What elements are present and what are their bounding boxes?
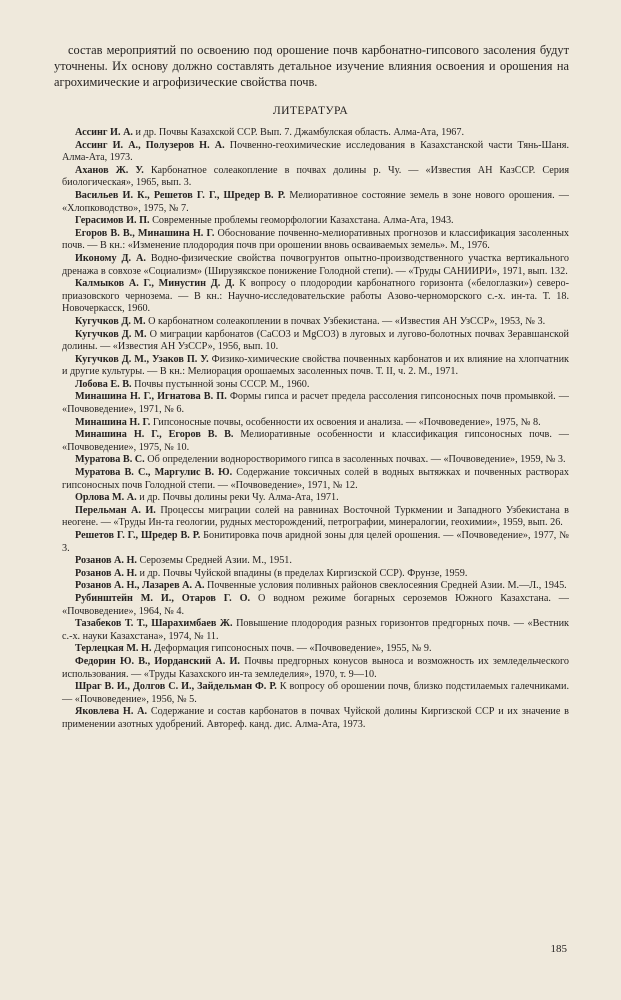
reference-entry [62, 165, 569, 190]
reference-entry [62, 580, 569, 593]
reference-author: Розанов А. Н. [75, 567, 137, 579]
reference-entry [62, 329, 569, 354]
reference-entry [62, 278, 569, 316]
reference-text: Почвенно-геохимические исследования в Казахстанской части Тянь-Шаня. Алма-Ата, 1973. [62, 139, 569, 164]
reference-entry [62, 391, 569, 416]
reference-entry [62, 681, 569, 706]
reference-author: Герасимов И. П. [75, 215, 150, 227]
reference-author: Васильев И. К., Решетов Г. Г., Шредер В. Р. [75, 189, 286, 201]
reference-author: Муратова В. С., Маргулис В. Ю. [75, 467, 233, 479]
reference-author: Шраг В. И., Долгов С. И., Зайдельман Ф. Р. [75, 681, 277, 693]
reference-author: Аханов Ж. У. [75, 164, 144, 176]
reference-text: Обоснование почвенно-мелиоративных прогнозов и классификация засоленных почв. — В кн.: «Изменение плодородия почв при орошении вновь осваиваемых земель». М., 1976. [62, 227, 570, 252]
reference-text: и др. Почвы Казахской ССР. Вып. 7. Джамбулская область. Алма-Ата, 1967. [132, 127, 465, 138]
reference-entry [62, 429, 569, 454]
reference-text: Процессы миграции солей на равнинах Восточной Туркмении и Западного Узбекистана в неогене. — «Труды Ин-та геологии, рудных месторождений, петрографии, минералогии, геохимии», 1959, вып. 26. [62, 504, 569, 529]
reference-author: Кугучков Д. М. [75, 328, 147, 340]
reference-author: Тазабеков Т. Т., Шарахимбаев Ж. [75, 618, 233, 630]
reference-entry [62, 417, 569, 430]
reference-entry [62, 140, 569, 165]
reference-entry [62, 618, 569, 643]
reference-entry [62, 530, 569, 555]
reference-author: Орлова М. А. [75, 492, 137, 504]
reference-entry [62, 228, 569, 253]
intro-paragraph: состав мероприятий по освоению под орошение почв карбонатно-гипсового засоления будут уточнены. Их основу должно составлять детальное изучение влияния освоения и орошения на агрохимические и агрофизические свойства почв. [54, 43, 569, 89]
reference-text: Карбонатное солеакопление в почвах долины р. Чу. — «Известия АН КазССР. Серия биологическая», 1965, вып. 3. [62, 164, 569, 189]
reference-entry [62, 467, 569, 492]
reference-text: К вопросу о плодородии карбонатного горизонта («белоглазки») северо-приазовского чернозема. — В кн.: Научно-исследовательские работы Азово-черноморского с.-х. ин-та. Т. 18. Новочеркасск, 1960. [62, 278, 569, 315]
reference-text: Об определении водноростворимого гипса в засоленных почвах. — «Почвоведение», 1959, № 3. [144, 454, 566, 466]
reference-entry [62, 568, 569, 581]
reference-entry [62, 593, 569, 618]
reference-text: К вопросу об орошении почв, близко подстилаемых галечниками. — «Почвоведение», 1956, № 5. [62, 681, 569, 705]
reference-entry [62, 379, 569, 392]
reference-entry [62, 316, 569, 329]
reference-list [62, 127, 569, 732]
reference-author: Рубинштейн М. И., Отаров Г. О. [75, 592, 251, 604]
reference-entry [62, 190, 569, 215]
page-number: 185 [550, 943, 567, 955]
reference-text: О миграции карбонатов (CaCO3 и MgCO3) в луговых и лугово-болотных почвах Зеравшанской долины. — «Известия АН УзССР», 1956, вып. 10. [62, 328, 569, 353]
reference-entry [62, 492, 569, 505]
reference-entry [62, 555, 569, 568]
reference-entry [62, 215, 569, 228]
reference-entry [62, 706, 569, 731]
reference-entry [62, 127, 569, 140]
reference-author: Минашина Н. Г. [75, 416, 151, 428]
reference-entry [62, 253, 569, 278]
reference-author: Ассинг И. А., Полузеров Н. А. [75, 139, 225, 151]
reference-entry [62, 454, 569, 467]
reference-author: Егоров В. В., Минашина Н. Г. [75, 227, 215, 239]
reference-author: Перельман А. И. [75, 504, 156, 516]
reference-text: Физико-химические свойства почвенных карбонатов и их влияние на хлопчатник и другие культуры. — В кн.: Мелиорация орошаемых засоленных почв. Т. II, ч. 2. М., 1971. [62, 353, 569, 378]
reference-text: Гипсоносные почвы, особенности их освоения и анализа. — «Почвоведение», 1975, № 8. [150, 416, 541, 428]
reference-author: Ассинг И. А. [75, 127, 133, 138]
reference-author: Минашина Н. Г., Егоров В. В. [75, 429, 234, 441]
reference-text: Современные проблемы геоморфологии Казахстана. Алма-Ата, 1943. [149, 215, 454, 227]
literature-heading: ЛИТЕРАТУРА [272, 104, 349, 117]
reference-text: Формы гипса и расчет предела рассоления гипсоносных почв промывкой. — «Почвоведение», 1971, № 6. [62, 391, 569, 416]
reference-author: Федорин Ю. В., Иорданский А. И. [75, 655, 240, 667]
reference-text: и др. Почвы долины реки Чу. Алма-Ата, 1971. [136, 492, 339, 504]
reference-author: Минашина Н. Г., Игнатова В. П. [75, 391, 227, 403]
reference-text: Почвенные условия поливных районов свеклосеяния Средней Азии. М.—Л., 1945. [204, 580, 567, 592]
reference-entry [62, 643, 569, 656]
reference-author: Терлецкая М. Н. [75, 643, 152, 655]
reference-text: и др. Почвы Чуйской впадины (в пределах Киргизской ССР). Фрунзе, 1959. [136, 567, 468, 579]
reference-text: Почвы предгорных конусов выноса и возможность их земледельческого использования. — «Труды Казахского ин-та земледелия», 1970, т. 9—10. [62, 655, 569, 680]
reference-author: Муратова В. С. [75, 454, 145, 466]
reference-author: Икономy Д. А. [75, 252, 146, 264]
reference-author: Калмыков А. Г., Минустин Д. Д. [75, 278, 235, 290]
reference-entry [62, 505, 569, 530]
reference-text: О карбонатном солеакоплении в почвах Узбекистана. — «Известия АН УзССР», 1953, № 3. [145, 315, 546, 327]
reference-author: Яковлева Н. А. [75, 706, 148, 718]
reference-author: Решетов Г. Г., Шредер В. Р. [75, 530, 201, 541]
reference-author: Розанов А. Н., Лазарев А. А. [75, 580, 205, 592]
reference-text: О водном режиме богарных сероземов Южного Казахстана. — «Почвоведение», 1964, № 4. [62, 592, 569, 617]
reference-author: Лобова Е. В. [75, 378, 132, 390]
reference-text: Мелиоративное состояние земель в зоне нового орошения. — «Хлопководство», 1975, № 7. [62, 189, 569, 214]
reference-author: Кугучков Д. М. [75, 315, 146, 327]
reference-text: Повышение плодородия разных горизонтов предгорных почв. — «Вестник с.-х. науки Казахстана», 1974, № 11. [62, 618, 569, 642]
reference-text: Содержание и состав карбонатов в почвах Чуйской долины Киргизской ССР и их значение в применении азотных удобрений. Автореф. канд. дис. Алма-Ата, 1973. [62, 706, 569, 730]
reference-author: Розанов А. Н. [75, 555, 137, 567]
reference-entry [62, 354, 569, 379]
reference-text: Почвы пустынной зоны СССР. М., 1960. [131, 378, 310, 390]
reference-text: Водно-физические свойства почвогрунтов опытно-производственного участка вертикального дренажа в совхозе «Социализм» (Ширузякское понижение Голодной степи). — «Труды САНИИРИ», 1971, вып. 132. [62, 252, 570, 277]
reference-text: Мелиоративные особенности и классификация гипсоносных почв. — «Почвоведение», 1975, № 10. [62, 429, 569, 453]
reference-text: Содержание токсичных солей в водных вытяжках и почвенных растворах гипсоносных почв Голодной степи. — «Почвоведение», 1971, № 12. [62, 467, 569, 491]
reference-text: Деформация гипсоносных почв. — «Почвоведение», 1955, № 9. [151, 643, 432, 655]
reference-text: Сероземы Средней Азии. М., 1951. [136, 555, 292, 567]
reference-author: Кугучков Д. М., Узаков П. У. [75, 353, 209, 365]
reference-text: Бонитировка почв аридной зоны для целей орошения. — «Почвоведение», 1977, № 3. [62, 530, 569, 554]
reference-entry [62, 656, 569, 681]
